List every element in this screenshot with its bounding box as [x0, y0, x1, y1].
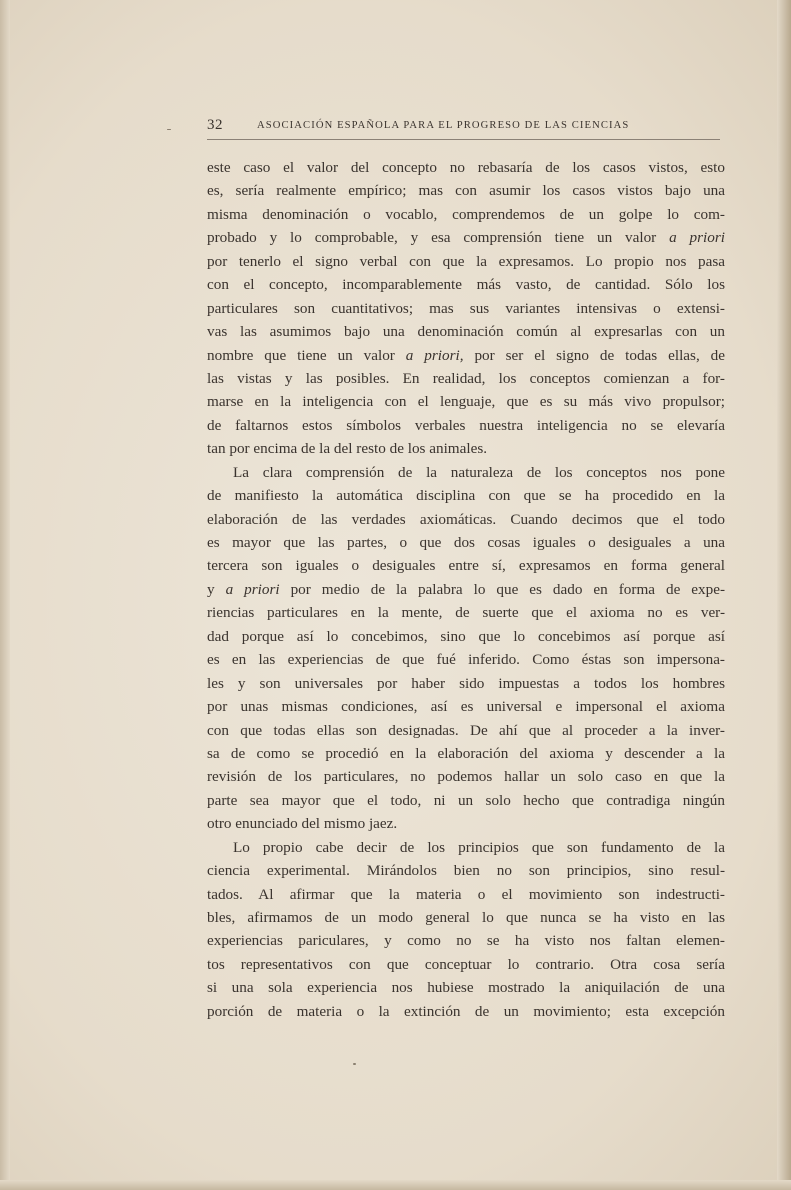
- text-line: [207, 203, 725, 226]
- text-segment: particulares son cuantitativos; mas sus variantes intensivas o extensi-: [207, 299, 725, 317]
- text-line: [207, 226, 725, 249]
- text-segment: tan por encima de la del resto de los animales.: [207, 440, 488, 458]
- text-line: [207, 601, 725, 624]
- text-segment: parte sea mayor que el todo, ni un solo hecho que contradiga ningún: [207, 791, 725, 809]
- text-line: [207, 156, 725, 179]
- text-line: [207, 812, 725, 835]
- text-line: [207, 906, 725, 929]
- page-speck: [353, 1063, 356, 1065]
- italic-text: a priori: [669, 229, 725, 247]
- text-segment: tados. Al afirmar que la materia o el movimiento son indestructi-: [207, 885, 725, 903]
- text-segment: nombre que tiene un valor: [207, 346, 406, 364]
- text-segment: este caso el valor del concepto no rebasaría de los casos vistos, esto: [207, 159, 725, 176]
- text-segment: por medio de la palabra lo que es dado en forma de expe-: [279, 580, 726, 598]
- text-line: [207, 344, 725, 367]
- text-line: [207, 836, 725, 859]
- text-segment: ciencia experimental. Mirándolos bien no son principios, sino resul-: [207, 862, 725, 880]
- text-line: [207, 789, 725, 812]
- text-line: [207, 695, 725, 718]
- text-segment: con el concepto, incomparablemente más vasto, de cantidad. Sólo los: [207, 276, 725, 294]
- text-segment: y: [207, 580, 226, 598]
- text-line: [207, 883, 725, 906]
- text-segment: por ser el signo de todas ellas, de: [463, 346, 725, 364]
- text-segment: probado y lo comprobable, y esa comprensión tiene un valor: [207, 229, 670, 247]
- text-segment: porción de materia o la extinción de un movimiento; esta excepción: [207, 1002, 725, 1020]
- text-line: [207, 320, 725, 343]
- page-number: 32: [207, 117, 223, 133]
- text-segment: experiencias pariculares, y como no se ha visto nos faltan elemen-: [207, 932, 725, 950]
- text-line: [207, 976, 725, 999]
- text-segment: revisión de los particulares, no podemos hallar un solo caso en que la: [207, 768, 725, 786]
- text-line: [207, 742, 725, 765]
- text-line: [207, 179, 725, 202]
- text-segment: otro enunciado del mismo jaez.: [207, 815, 398, 833]
- text-line: [207, 929, 725, 952]
- text-line: [207, 531, 725, 554]
- text-line: [207, 437, 725, 460]
- text-segment: riencias particulares en la mente, de suerte que el axioma no es ver-: [207, 604, 725, 622]
- page-edge-right: [777, 0, 791, 1190]
- text-segment: es mayor que las partes, o que dos cosas iguales o desiguales a una: [207, 534, 725, 551]
- text-line: [207, 484, 725, 507]
- text-segment: por unas mismas condiciones, así es universal e impersonal el axioma: [207, 698, 725, 716]
- text-segment: tercera son iguales o desiguales entre sí, expresamos en forma general: [207, 557, 725, 575]
- text-line: [207, 578, 725, 601]
- body-text: [207, 156, 725, 1023]
- text-line: [207, 1000, 725, 1023]
- page-edge-left: [0, 0, 10, 1190]
- text-segment: bles, afirmamos de un modo general lo que nunca se ha visto en las: [207, 909, 725, 926]
- text-segment: de manifiesto la automática disciplina con que se ha procedido en la: [207, 487, 725, 505]
- text-segment: Lo propio cabe decir de los principios que son fundamento de la: [233, 838, 725, 856]
- text-segment: La clara comprensión de la naturaleza de los conceptos nos pone: [233, 463, 725, 481]
- text-segment: por tenerlo el signo verbal con que la expresamos. Lo propio nos pasa: [207, 252, 725, 270]
- text-line: [207, 765, 725, 788]
- text-segment: de faltarnos estos símbolos verbales nuestra inteligencia no se elevaría: [207, 416, 725, 434]
- page-header: [207, 117, 720, 140]
- text-segment: es en las experiencias de que fué inferido. Como éstas son impersona-: [207, 651, 725, 669]
- text-line: [207, 414, 725, 437]
- text-line: [207, 390, 725, 413]
- text-line: [207, 273, 725, 296]
- text-segment: elaboración de las verdades axiomáticas. Cuando decimos que el todo: [207, 510, 725, 528]
- text-line: [207, 367, 725, 390]
- text-line: [207, 648, 725, 671]
- italic-text: a priori: [225, 580, 280, 598]
- text-segment: las vistas y las posibles. En realidad, los conceptos comienzan a for-: [207, 369, 725, 387]
- text-line: [207, 953, 725, 976]
- text-segment: vas las asumimos bajo una denominación común al expresarlas con un: [207, 323, 725, 341]
- text-segment: dad porque así lo concebimos, sino que lo concebimos así porque así: [207, 627, 725, 645]
- text-line: [207, 250, 725, 273]
- text-line: [207, 508, 725, 531]
- text-line: [207, 461, 725, 484]
- text-line: [207, 297, 725, 320]
- text-segment: sa de como se procedió en la elaboración del axioma y descender a la: [207, 744, 725, 762]
- text-segment: misma denominación o vocablo, comprendemos de un golpe lo com-: [207, 205, 725, 223]
- text-segment: es, sería realmente empírico; mas con asumir los casos vistos bajo una: [207, 182, 725, 200]
- text-segment: tos representativos con que conceptuar lo contrario. Otra cosa sería: [207, 955, 725, 973]
- text-line: [207, 859, 725, 882]
- running-title: ASOCIACIÓN ESPAÑOLA PARA EL PROGRESO DE LAS CIENCIAS: [257, 120, 630, 131]
- page-speck: [167, 129, 171, 130]
- text-segment: les y son universales por haber sido impuestas a todos los hombres: [207, 674, 725, 692]
- text-segment: si una sola experiencia nos hubiese mostrado la aniquilación de una: [207, 979, 725, 997]
- text-line: [207, 625, 725, 648]
- text-line: [207, 554, 725, 577]
- text-segment: con que todas ellas son designadas. De ahí que al proceder a la inver-: [207, 721, 725, 739]
- text-line: [207, 672, 725, 695]
- page-edge-bottom: [0, 1180, 791, 1190]
- text-line: [207, 719, 725, 742]
- italic-text: a priori,: [405, 346, 464, 364]
- text-segment: marse en la inteligencia con el lenguaje, que es su más vivo propulsor;: [207, 393, 725, 411]
